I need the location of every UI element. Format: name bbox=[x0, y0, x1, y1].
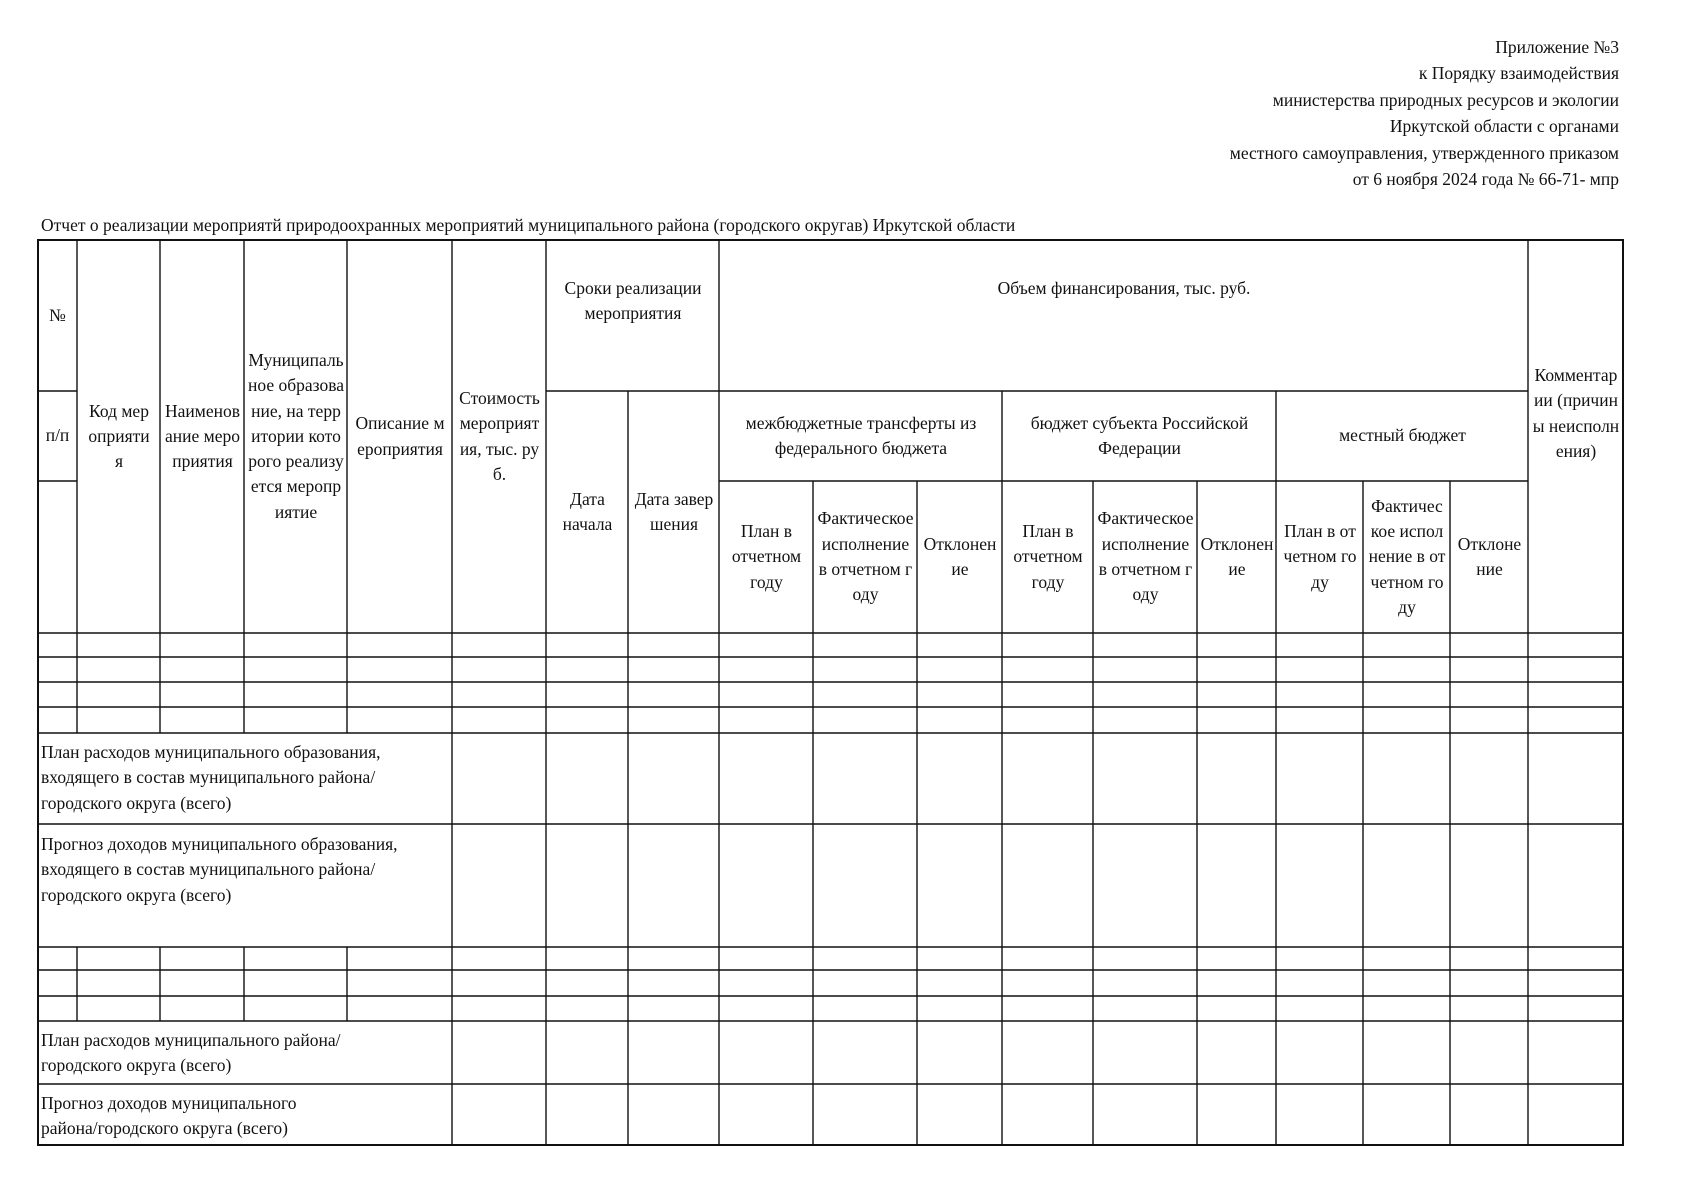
sub-fact-local bbox=[1364, 481, 1450, 633]
col-terms bbox=[547, 276, 719, 356]
col-comments bbox=[1529, 240, 1623, 633]
sub-fact-label: Фактическое исполнение в отчетном году bbox=[1368, 495, 1446, 617]
col-start-date bbox=[547, 391, 628, 633]
col-cost-label: Стоимость мероприятия, тыс. руб. bbox=[459, 387, 540, 484]
sub-deviation-local bbox=[1451, 481, 1528, 633]
col-end-date-label: Дата завершения bbox=[634, 488, 714, 534]
header-line: Иркутской области с органами bbox=[1389, 116, 1619, 137]
col-comments-label: Комментарии (причины неисполнения) bbox=[1532, 364, 1620, 461]
group-local-label: местный бюджет bbox=[1339, 425, 1466, 446]
header-line: от 6 ноября 2024 года № 66-71- мпр bbox=[1352, 169, 1619, 190]
col-code bbox=[79, 240, 159, 633]
header-line: министерства природных ресурсов и экологии bbox=[1272, 89, 1619, 110]
col-financing bbox=[720, 240, 1528, 391]
header-line: к Порядку взаимодействия bbox=[1418, 63, 1619, 84]
col-number-sign bbox=[38, 240, 77, 391]
group-local bbox=[1277, 391, 1528, 481]
sub-fact-label: Фактическое исполнение в отчетном году bbox=[1097, 508, 1194, 605]
col-number-pp bbox=[38, 391, 77, 481]
col-financing-label: Объем финансирования, тыс. руб. bbox=[997, 277, 1251, 298]
col-description-label: Описание мероприятия bbox=[355, 413, 445, 459]
col-end-date bbox=[629, 391, 719, 633]
row-district-expense-plan: План расходов муниципального района/городского округа (всего) bbox=[41, 1030, 341, 1076]
sub-deviation-label: Отклонение bbox=[923, 533, 997, 579]
header-line: Приложение №3 bbox=[1495, 37, 1619, 57]
sub-plan-local bbox=[1277, 481, 1363, 633]
sub-plan-regional bbox=[1003, 481, 1093, 633]
group-federal-label: межбюджетные трансферты из федерального бюджета bbox=[745, 412, 977, 458]
group-regional bbox=[1003, 391, 1276, 481]
row-mo-expense-plan: План расходов муниципального образования, входящего в состав муниципального района/городского округа (всего) bbox=[41, 742, 381, 813]
row-mo-income-forecast: Прогноз доходов муниципального образования, входящего в состав муниципального района/городского округа (всего) bbox=[41, 834, 398, 905]
sub-plan-label: План в отчетном году bbox=[1013, 521, 1083, 592]
col-start-date-label: Дата начала bbox=[562, 488, 613, 534]
col-description bbox=[348, 240, 452, 633]
group-federal bbox=[720, 391, 1002, 481]
col-name bbox=[161, 240, 244, 633]
sub-deviation-regional bbox=[1198, 481, 1276, 633]
col-cost bbox=[453, 240, 546, 633]
row-district-income-forecast: Прогноз доходов муниципального района/городского округа (всего) bbox=[41, 1093, 297, 1139]
col-terms-label: Сроки реализации мероприятия bbox=[564, 278, 702, 324]
sub-deviation-federal bbox=[918, 481, 1002, 633]
sub-plan-label: План в отчетном году bbox=[1283, 521, 1357, 592]
header-line: местного самоуправления, утвержденного приказом bbox=[1229, 142, 1619, 163]
col-number-sign-label: № bbox=[49, 304, 66, 325]
report-title: Отчет о реализации мероприятй природоохранных мероприятий муниципального района (городского округав) Иркутской области bbox=[41, 215, 1016, 235]
sub-deviation-label: Отклонение bbox=[1200, 533, 1274, 579]
sub-fact-regional bbox=[1094, 481, 1197, 633]
group-regional-label: бюджет субъекта Российской Федерации bbox=[1030, 412, 1249, 458]
sub-plan-federal bbox=[720, 481, 813, 633]
sub-plan-label: План в отчетном году bbox=[731, 521, 802, 592]
sub-deviation-label: Отклонение bbox=[1457, 533, 1522, 579]
col-municipality-label: Муниципальное образование, на территории которого реализуется мероприятие bbox=[248, 349, 345, 522]
col-municipality bbox=[245, 240, 347, 633]
sub-fact-label: Фактическое исполнение в отчетном году bbox=[817, 508, 914, 605]
col-code-label: Код мероприятия bbox=[88, 400, 150, 472]
sub-fact-federal bbox=[814, 481, 917, 633]
col-number-pp-label: п/п bbox=[45, 425, 70, 446]
col-name-label: Наименование мероприятия bbox=[165, 400, 240, 472]
